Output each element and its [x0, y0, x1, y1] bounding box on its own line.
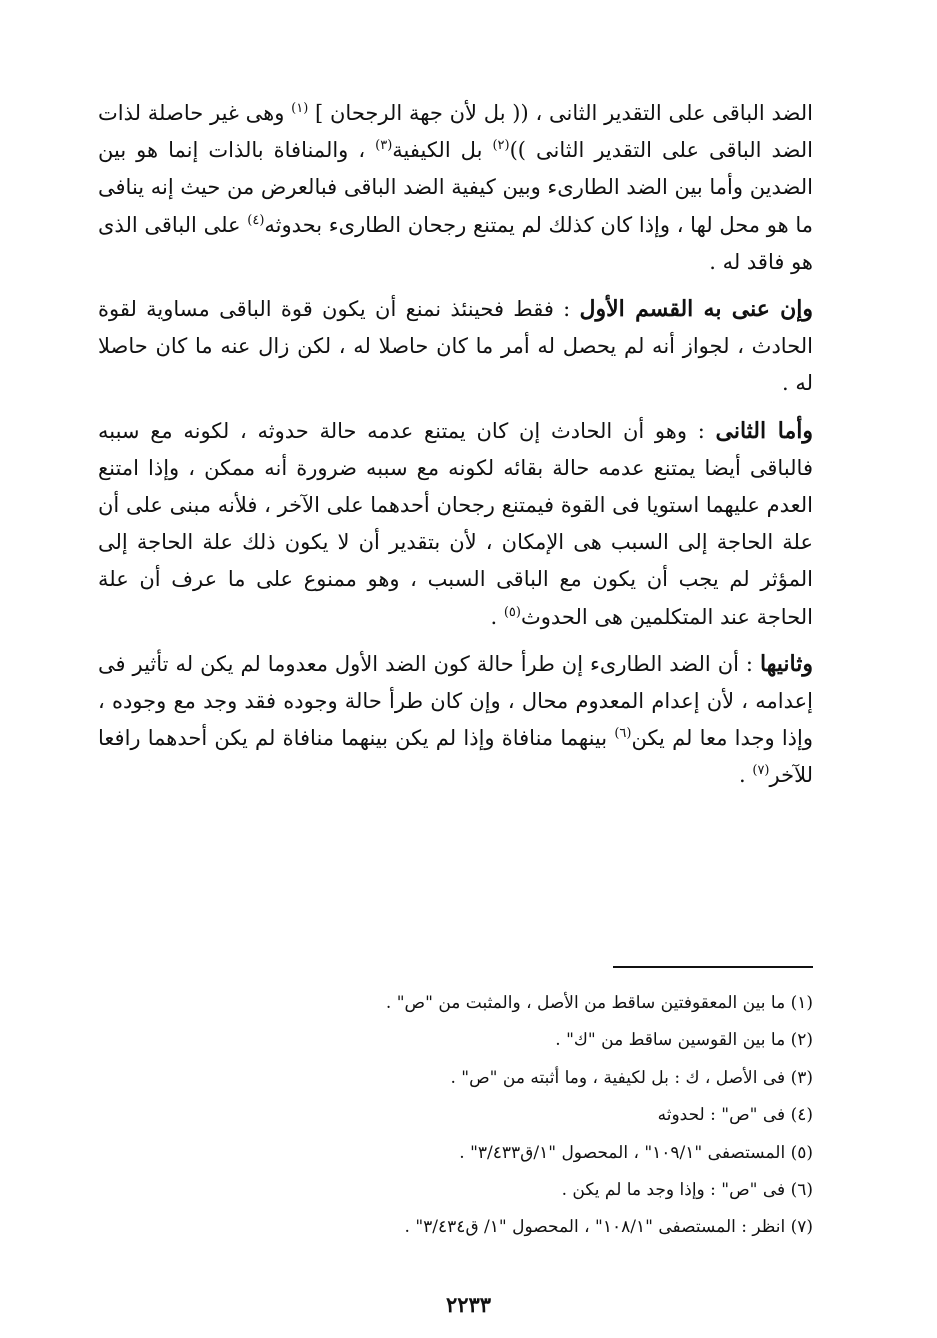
footnote-marker[interactable]: (٦) [614, 726, 632, 742]
footnote-separator [613, 966, 813, 968]
page-number: ٢٢٣٣ [445, 1292, 492, 1317]
paragraph-lead: وثانيها [759, 650, 813, 677]
footnote-item: (٤) فى "ص" : لحدوثه [657, 1105, 813, 1126]
footnote-item: (١) ما بين المعقوفتين ساقط من الأصل ، والمثبت من "ص" . [385, 993, 813, 1013]
text-segment: ، والمنافاة بالذات إنما هو بين الضدين وأما بين الضد الطارىء وبين كيفية الضد الباقى فبالعرض من حيث إنه ينافى ما هو محل لها ، وإذا كان كذلك لم يمتنع رجحان الطارىء بحدوثه [98, 138, 814, 237]
footnote-marker[interactable]: (٢) [492, 138, 510, 154]
footnotes-list [98, 985, 813, 1247]
paragraph [98, 95, 813, 281]
footnote-marker[interactable]: (١) [291, 101, 309, 116]
main-text [98, 95, 813, 805]
footnote-marker[interactable]: (٥) [503, 604, 521, 620]
text-segment: : وهو أن الحادث إن كان يمتنع عدمه حالة حدوثه ، لكونه مع سببه فالباقى أيضا يمتنع عدمه حالة بقائه لكونه مع سببه ضرورة أنه ممكن ، وإذا امتنع العدم عليهما استويا فى القوة فيمتنع رجحان أحدهما على الآخر ، فلأنه مبنى على أن علة الحاجة إلى السبب هى الإمكان ، لأن بتقدير أن لا يكون ذلك علة الحاجة إلى المؤثر لم يجب أن يكون مع الباقى السبب ، وهو ممنوع على ما عرف أن علة الحاجة عند المتكلمين هى الحدوث [98, 418, 813, 629]
footnote-marker[interactable]: (٣) [375, 138, 393, 154]
text-segment: . [490, 604, 504, 629]
footnote-marker[interactable]: (٧) [752, 763, 770, 779]
text-segment: : أن الضد الطارىء إن طرأ حالة كون الضد الأول معدوما لم يكن له تأثير فى إعدامه ، لأن إعدام المعدوم محال ، وإن كان طرأ حالة وجوده فقد وجد مع وجوده ، وإذا وجدا معا لم يكن [98, 651, 813, 751]
text-segment: الضد الباقى على التقدير الثانى ، (( بل لأن جهة الرجحان ] [308, 101, 813, 125]
paragraph [98, 291, 813, 403]
paragraph [98, 413, 813, 636]
footnote-marker[interactable]: (٤) [247, 212, 265, 228]
paragraph [98, 646, 813, 795]
text-segment: وهى غير حاصلة لذات الضد الباقى على التقدير الثانى )) [98, 101, 813, 163]
footnote-item: (٧) انظر : المستصفى "١٠٨/١" ، المحصول "١/ ق٣/٤٣٤" . [404, 1217, 813, 1238]
text-segment: على الباقى الذى هو فاقد له . [98, 212, 813, 274]
paragraph-lead: وإن عنى به القسم الأول [579, 296, 814, 323]
text-segment: : فقط فحينئذ نمنع أن يكون قوة الباقى مساوية لقوة الحادث ، لجواز أنه لم يحصل له أمر ما كان حاصلا له ، لكن زال عنه ما كان حاصلا له . [98, 297, 813, 396]
footnote-item: (٥) المستصفى "١٠٩/١" ، المحصول "١/ق٣/٤٣٣" . [459, 1142, 813, 1163]
paragraph-lead: وأما الثانى [715, 417, 814, 444]
text-segment: بل الكيفية [392, 138, 493, 163]
footnote-item: (٣) فى الأصل ، ك : بل لكيفية ، وما أثبته من "ص" . [450, 1067, 813, 1088]
text-segment: . [739, 763, 753, 788]
text-segment: بينهما منافاة وإذا لم يكن بينهما منافاة لم يكن أحدهما رافعا للآخر [98, 726, 813, 788]
footnote-item: (٢) ما بين القوسين ساقط من "ك" . [555, 1030, 813, 1051]
footnote-item: (٦) فى "ص" : وإذا وجد ما لم يكن . [561, 1180, 813, 1201]
